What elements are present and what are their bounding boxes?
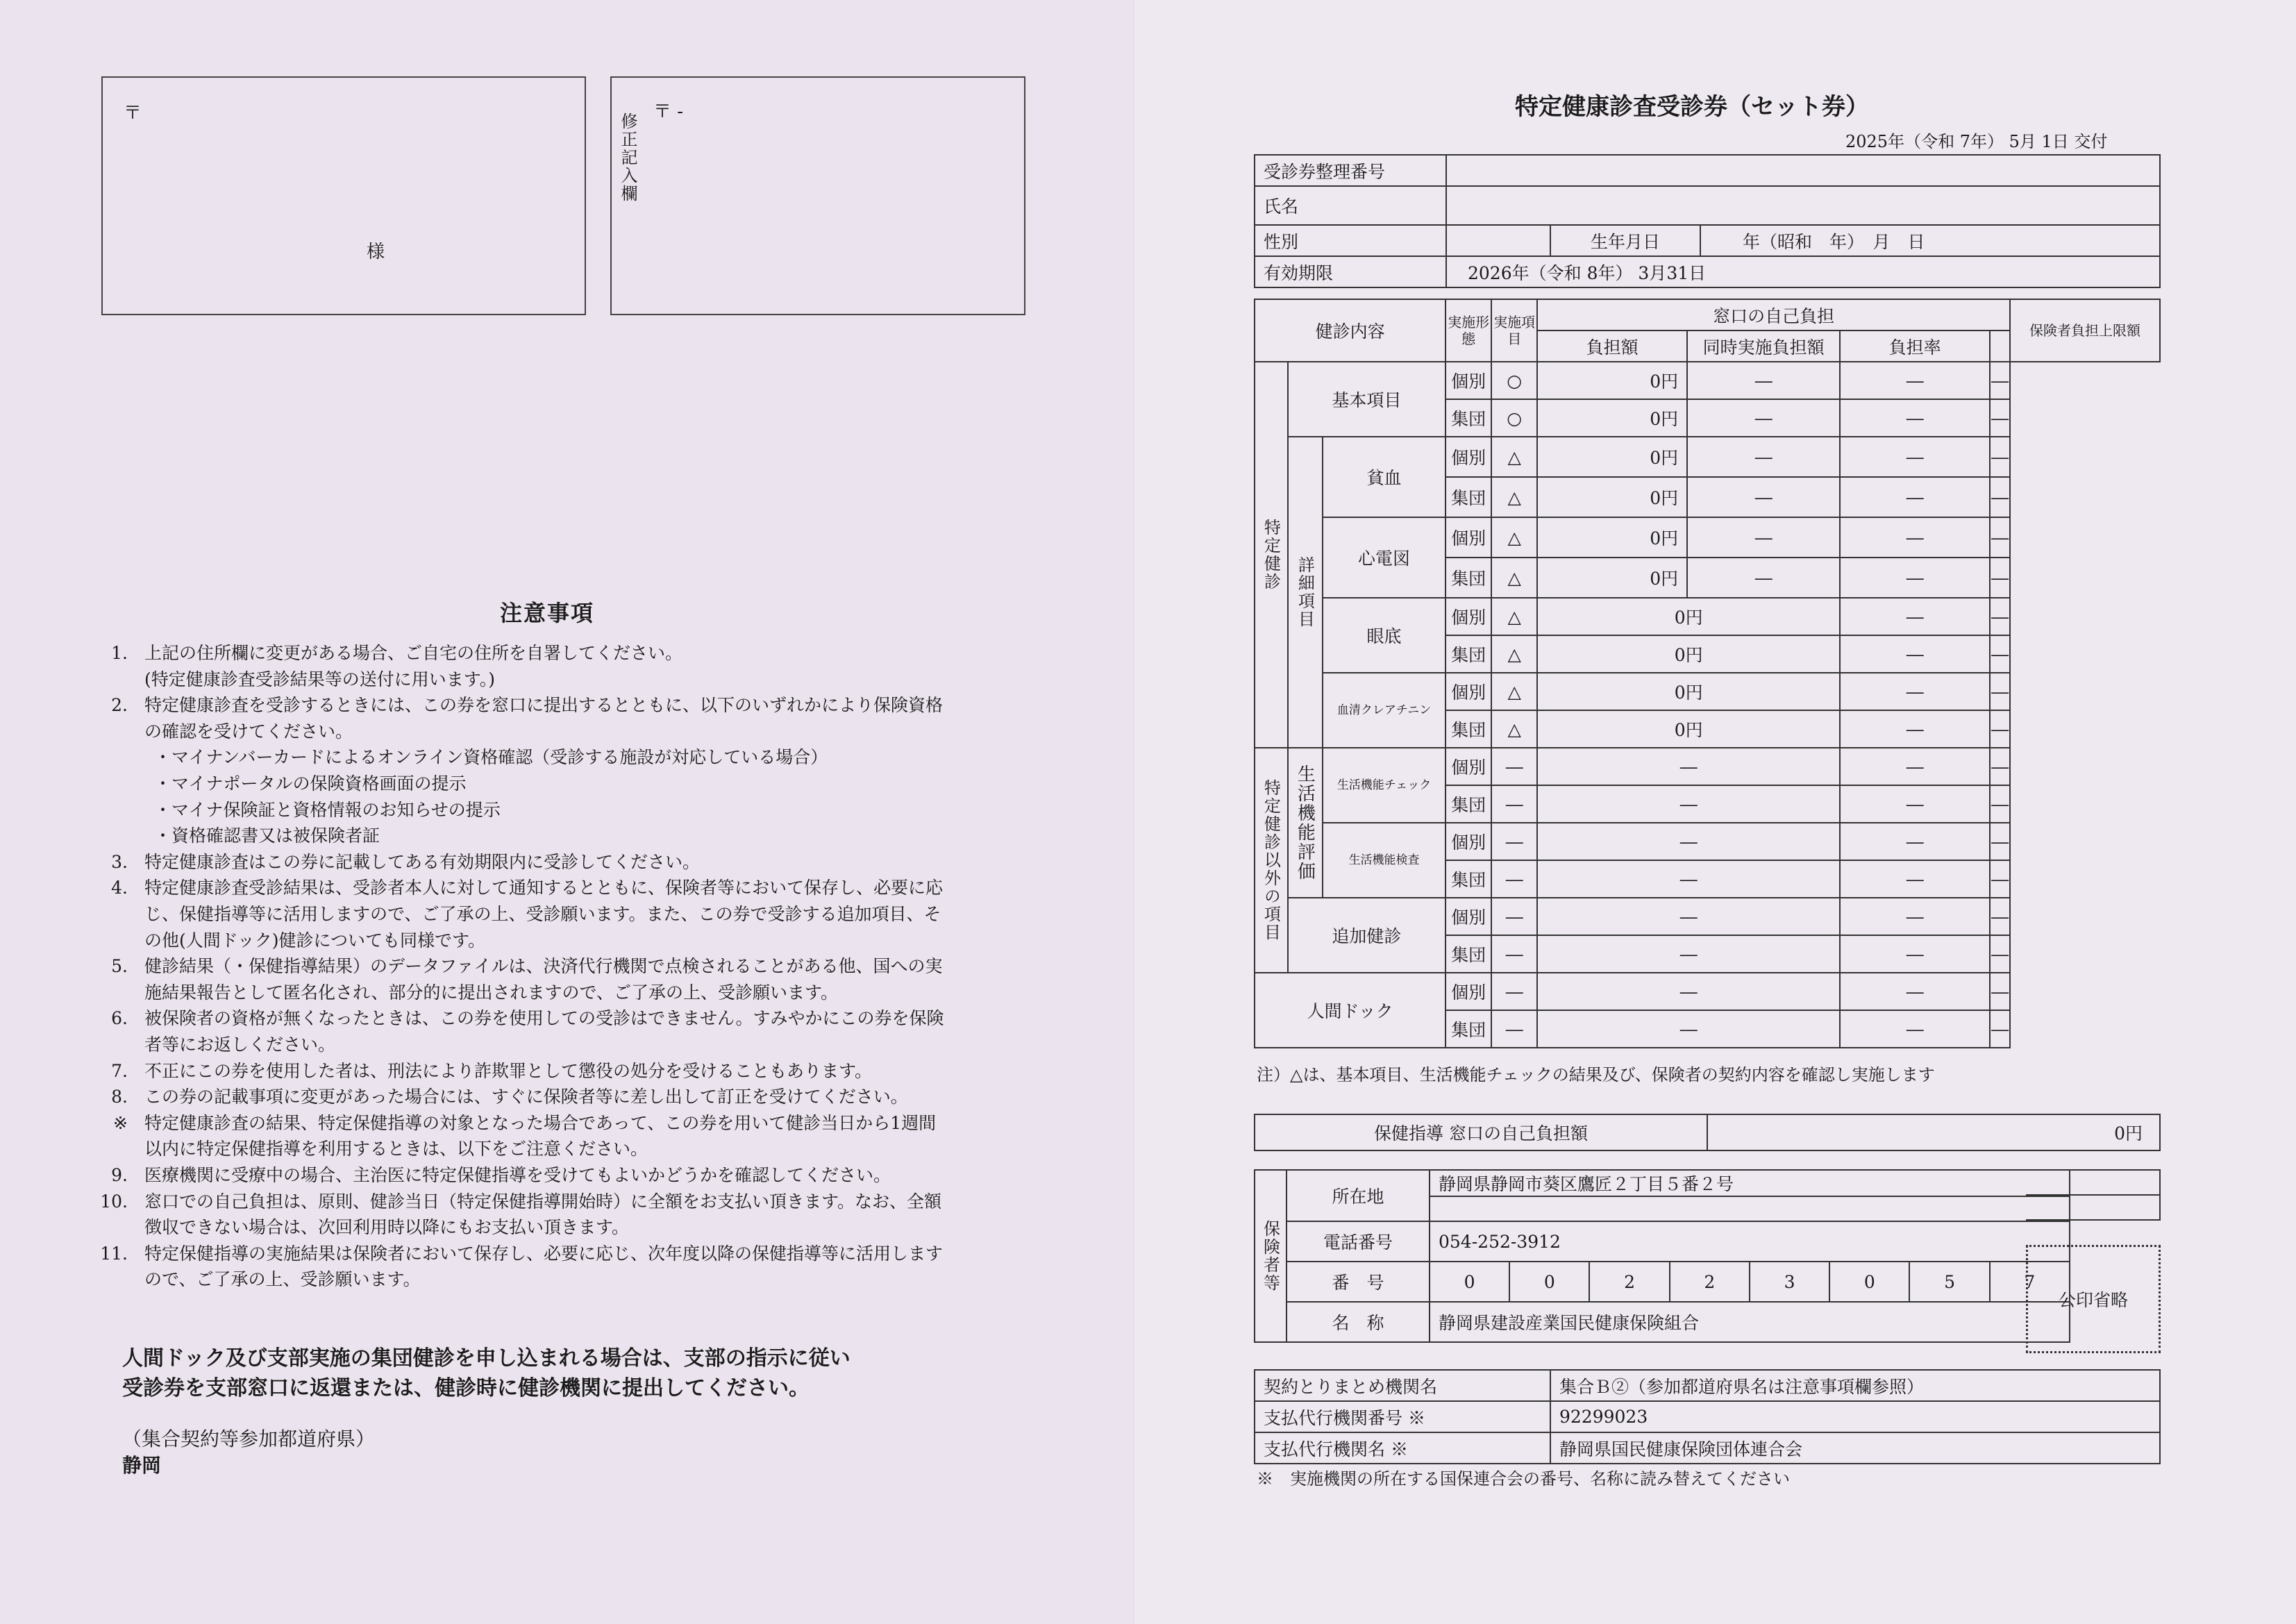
creatinine-label: 血清クレアチニン [1323, 673, 1446, 748]
note-line: 不正にこの券を使用した者は、刑法により詐欺罪として懲役の処分を受けることもあります。 [144, 1060, 873, 1081]
note-number: 3. [111, 851, 128, 872]
form-cell: 個別 [1446, 437, 1491, 477]
form-cell: 個別 [1446, 973, 1491, 1010]
insurer-limit-cell: ― [1990, 558, 2010, 598]
rate-cell: ― [1840, 362, 1990, 399]
contract-table [1254, 1369, 2161, 1464]
item-cell: ― [1491, 935, 1537, 973]
note-line: 医療機関に受療中の場合、主治医に特定保健指導を受けてもよいかどうかを確認してください。 [144, 1165, 891, 1185]
amount-cell: 0円 [1537, 477, 1687, 517]
seal-box: 公印省略 [2026, 1245, 2161, 1353]
sex-value[interactable] [1446, 225, 1550, 256]
note-line: 以内に特定保健指導を利用するときは、以下をご注意ください。 [144, 1139, 648, 1160]
amount-cell: 0円 [1537, 517, 1687, 558]
rate-cell: ― [1840, 860, 1990, 898]
note-line: 特定健康診査の結果、特定保健指導の対象となった場合であって、この券を用いて健診当日から1週間 [144, 1112, 937, 1133]
item-cell: △ [1491, 673, 1537, 710]
ecg-label: 心電図 [1323, 517, 1446, 598]
rate-cell: ― [1840, 399, 1990, 437]
footnote: 注）△は、基本項目、生活機能チェックの結果及び、保険者の契約内容を確認し実施します [1257, 1065, 1935, 1085]
rate-cell: ― [1840, 598, 1990, 635]
insurer-limit-cell: ― [1990, 517, 2010, 558]
amount-merged-cell: ― [1537, 748, 1840, 785]
insurer-number-label: 番 号 [1287, 1262, 1430, 1302]
basic-label: 基本項目 [1288, 362, 1446, 437]
anemia-label: 貧血 [1323, 437, 1446, 517]
note-number: ※ [113, 1112, 128, 1133]
rate-cell: ― [1840, 785, 1990, 823]
simultaneous-cell: ― [1687, 437, 1840, 477]
amount-merged-cell: ― [1537, 898, 1840, 935]
address-label: 所在地 [1287, 1170, 1430, 1221]
insurer-limit-cell: ― [1990, 437, 2010, 477]
amount-merged-cell: ― [1537, 823, 1840, 860]
header-content: 健診内容 [1255, 299, 1446, 362]
item-cell: ○ [1491, 362, 1537, 399]
contract-note: ※ 実施機関の所在する国保連合会の番号、名称に読み替えてください [1257, 1469, 1790, 1489]
form-cell: 集団 [1446, 860, 1491, 898]
phone-label: 電話番号 [1287, 1221, 1430, 1262]
phone-value: 054-252-3912 [1430, 1221, 2070, 1262]
notes-title: 注意事項 [500, 600, 595, 626]
amount-merged-cell: 0円 [1537, 673, 1840, 710]
amount-merged-cell: 0円 [1537, 710, 1840, 748]
note-line: (特定健康診査受診結果等の送付に用います。) [144, 669, 496, 689]
note-line: 窓口での自己負担は、原則、健診当日（特定保健指導開始時）に全額をお支払い頂きます。なお、全額 [144, 1191, 942, 1212]
rate-cell: ― [1840, 898, 1990, 935]
guidance-value: 0円 [1707, 1114, 2160, 1150]
note-number: 4. [111, 878, 128, 898]
insurer-limit-cell: ― [1990, 477, 2010, 517]
item-cell: ― [1491, 785, 1537, 823]
amount-merged-cell: ― [1537, 935, 1840, 973]
address-correction-box[interactable] [610, 76, 1025, 315]
prefecture: 静岡 [122, 1454, 162, 1477]
form-cell: 個別 [1446, 517, 1491, 558]
form-cell: 個別 [1446, 898, 1491, 935]
address-row-extension-2 [2026, 1196, 2161, 1221]
note-number: 9. [111, 1165, 128, 1185]
item-cell: △ [1491, 477, 1537, 517]
note-line: ・資格確認書又は被保険者証 [154, 826, 380, 846]
insurer-number-digit: 3 [1750, 1262, 1829, 1302]
form-cell: 集団 [1446, 935, 1491, 973]
item-cell: △ [1491, 710, 1537, 748]
ticket-info-table [1254, 154, 2161, 288]
header-simultaneous: 同時実施負担額 [1687, 330, 1840, 362]
agent-name-label: 支払代行機関名 ※ [1255, 1432, 1550, 1464]
insurer-limit-cell: ― [1990, 860, 2010, 898]
name-value[interactable] [1446, 186, 2160, 225]
insurer-name-label: 名 称 [1287, 1302, 1430, 1342]
note-line: 特定健康診査を受診するときには、この券を窓口に提出するとともに、以下のいずれかにより保険資格 [144, 695, 944, 716]
detail-label: 詳細項目 [1288, 437, 1323, 748]
item-cell: ― [1491, 860, 1537, 898]
note-line: の確認を受けてください。 [144, 721, 353, 742]
note-number: 6. [111, 1008, 128, 1029]
form-cell: 個別 [1446, 748, 1491, 785]
simultaneous-cell: ― [1687, 399, 1840, 437]
amount-merged-cell: 0円 [1537, 635, 1840, 673]
insurer-side-label: 保険者等 [1255, 1170, 1287, 1342]
form-cell: 集団 [1446, 399, 1491, 437]
form-cell: 集団 [1446, 477, 1491, 517]
insurer-limit-cell: ― [1990, 635, 2010, 673]
insurer-limit-cell: ― [1990, 973, 2010, 1010]
insurer-limit-cell: ― [1990, 673, 2010, 710]
fundus-label: 眼底 [1323, 598, 1446, 673]
guidance-label: 保健指導 窓口の自己負担額 [1255, 1114, 1707, 1150]
rate-cell: ― [1840, 748, 1990, 785]
amount-merged-cell: ― [1537, 973, 1840, 1010]
insurer-limit-cell: ― [1990, 710, 2010, 748]
amount-merged-cell: ― [1537, 1010, 1840, 1048]
note-number: 5. [111, 956, 128, 977]
other-label: 特定健診以外の項目 [1255, 748, 1288, 973]
dock-label: 人間ドック [1255, 973, 1446, 1048]
rate-cell: ― [1840, 935, 1990, 973]
insurer-limit-cell: ― [1990, 935, 2010, 973]
amount-cell: 0円 [1537, 558, 1687, 598]
instruction-line-2: 受診券を支部窓口に返還または、健診時に健診機関に提出してください。 [122, 1376, 810, 1400]
honorific: 様 [367, 242, 385, 262]
agent-no-label: 支払代行機関番号 ※ [1255, 1401, 1550, 1432]
note-number: 2. [111, 695, 128, 716]
insurer-number-digit: 0 [1829, 1262, 1909, 1302]
insurer-number-digit: 7 [1990, 1262, 2070, 1302]
form-cell: 集団 [1446, 558, 1491, 598]
form-cell: 個別 [1446, 673, 1491, 710]
insurer-number-digit: 5 [1909, 1262, 1989, 1302]
left-page [0, 0, 1136, 1624]
item-cell: ○ [1491, 399, 1537, 437]
item-cell: ― [1491, 898, 1537, 935]
insurer-name-value: 静岡県建設産業国民健康保険組合 [1430, 1302, 2070, 1342]
note-line: 特定健康診査受診結果は、受診者本人に対して通知するとともに、保険者等において保存し、必要に応 [144, 878, 944, 898]
name-label: 氏名 [1255, 186, 1446, 225]
item-cell: ― [1491, 1010, 1537, 1048]
number-value[interactable] [1446, 155, 2160, 186]
form-cell: 個別 [1446, 823, 1491, 860]
note-line: この券の記載事項に変更があった場合には、すぐに保険者等に差し出して訂正を受けてください。 [144, 1087, 908, 1107]
header-rate: 負担率 [1840, 330, 1990, 362]
form-cell: 個別 [1446, 362, 1491, 399]
header-insurer: 保険者負担上限額 [2010, 299, 2160, 362]
amount-cell: 0円 [1537, 399, 1687, 437]
correction-postal: 〒 - [653, 101, 684, 122]
note-line: 特定保健指導の実施結果は保険者において保存し、必要に応じ、次年度以降の保健指導等に活用します [144, 1243, 944, 1264]
insurer-number-digit: 0 [1509, 1262, 1589, 1302]
simultaneous-cell: ― [1687, 477, 1840, 517]
item-cell: ― [1491, 823, 1537, 860]
postal-mark: 〒 [124, 103, 142, 124]
form-cell: 集団 [1446, 710, 1491, 748]
address-value: 静岡県静岡市葵区鷹匠２丁目５番２号 [1430, 1170, 2070, 1196]
note-line: ・マイナ保険証と資格情報のお知らせの提示 [154, 799, 501, 820]
insurer-limit-cell: ― [1990, 748, 2010, 785]
insurer-number-digit: 0 [1430, 1262, 1509, 1302]
simultaneous-cell: ― [1687, 558, 1840, 598]
header-amount: 負担額 [1537, 330, 1687, 362]
note-line: 健診結果（・保健指導結果）のデータファイルは、決済代行機関で点検されることがある他、国への実 [144, 956, 943, 977]
rate-cell: ― [1840, 635, 1990, 673]
note-line: 被保険者の資格が無くなったときは、この券を使用しての受診はできません。すみやかにこの券を保険 [144, 1008, 944, 1029]
note-number: 10. [100, 1191, 128, 1212]
insurer-limit-cell: ― [1990, 1010, 2010, 1048]
note-line: の他(人間ドック)健診についても同様です。 [144, 930, 486, 951]
life-exam-label: 生活機能検査 [1323, 823, 1446, 898]
header-window: 窓口の自己負担 [1537, 299, 2010, 330]
additional-label: 追加健診 [1288, 898, 1446, 973]
form-cell: 集団 [1446, 635, 1491, 673]
simultaneous-cell: ― [1687, 362, 1840, 399]
expiry-value: 2026年（令和 8年） 3月31日 [1446, 256, 2160, 287]
note-line: ・マイナポータルの保険資格画面の提示 [154, 773, 467, 794]
amount-cell: 0円 [1537, 437, 1687, 477]
org-label: 契約とりまとめ機関名 [1255, 1370, 1550, 1401]
insurer-limit-cell: ― [1990, 399, 2010, 437]
note-line: 上記の住所欄に変更がある場合、ご自宅の住所を自署してください。 [144, 643, 683, 663]
amount-merged-cell: ― [1537, 860, 1840, 898]
note-number: 1. [111, 643, 128, 663]
note-number: 7. [111, 1060, 128, 1081]
insurer-table [1254, 1169, 2070, 1343]
item-cell: ― [1491, 973, 1537, 1010]
header-form: 実施形態 [1446, 299, 1491, 362]
issue-date: 2025年（令和 7年） 5月 1日 交付 [1845, 132, 2108, 151]
note-line: 徴収できない場合は、次回利用時以降にもお支払い頂きます。 [144, 1217, 630, 1238]
address-row-extension [2026, 1169, 2161, 1196]
item-cell: △ [1491, 558, 1537, 598]
rate-cell: ― [1840, 477, 1990, 517]
tokutei-label: 特定健診 [1255, 362, 1288, 748]
prefecture-label: （集合契約等参加都道府県） [122, 1428, 376, 1450]
dob-label: 生年月日 [1550, 225, 1700, 256]
address-box[interactable] [101, 76, 586, 315]
note-number: 11. [100, 1243, 128, 1264]
org-value: 集合Ｂ②（参加都道府県名は注意事項欄参照） [1550, 1370, 2160, 1401]
rate-cell: ― [1840, 823, 1990, 860]
item-cell: ― [1491, 748, 1537, 785]
form-cell: 集団 [1446, 785, 1491, 823]
item-cell: △ [1491, 517, 1537, 558]
item-cell: △ [1491, 598, 1537, 635]
form-cell: 集団 [1446, 1010, 1491, 1048]
insurer-limit-cell: ― [1990, 785, 2010, 823]
note-line: 者等にお返しください。 [144, 1035, 336, 1055]
note-line: 特定健康診査はこの券に記載してある有効期限内に受診してください。 [144, 851, 701, 872]
item-cell: △ [1491, 437, 1537, 477]
note-line: ・マイナンバーカードによるオンライン資格確認（受診する施設が対応している場合） [154, 747, 828, 768]
rate-cell: ― [1840, 673, 1990, 710]
agent-name-value: 静岡県国民健康保険団体連合会 [1550, 1432, 2160, 1464]
right-page [1136, 0, 2296, 1624]
note-line: 施結果報告として匿名化され、部分的に提出されますので、ご了承の上、受診願います。 [144, 982, 839, 1003]
note-line: ので、ご了承の上、受診願います。 [144, 1269, 421, 1290]
rate-cell: ― [1840, 558, 1990, 598]
simultaneous-cell: ― [1687, 517, 1840, 558]
rate-cell: ― [1840, 517, 1990, 558]
insurer-limit-cell: ― [1990, 898, 2010, 935]
form-cell: 個別 [1446, 598, 1491, 635]
rate-cell: ― [1840, 437, 1990, 477]
instruction-line-1: 人間ドック及び支部実施の集団健診を申し込まれる場合は、支部の指示に従い [122, 1346, 850, 1371]
note-number: 8. [111, 1087, 128, 1107]
agent-no-value: 92299023 [1550, 1401, 2160, 1432]
rate-cell: ― [1840, 1010, 1990, 1048]
insurer-number-digit: 2 [1670, 1262, 1750, 1302]
dob-value: 年（昭和 年） 月 日 [1700, 225, 2160, 256]
header-item: 実施項目 [1491, 299, 1537, 362]
insurer-limit-cell: ― [1990, 823, 2010, 860]
insurer-number-digit: 2 [1589, 1262, 1669, 1302]
life-label: 生活機能評価 [1288, 748, 1323, 898]
number-label: 受診券整理番号 [1255, 155, 1446, 186]
address-value-2 [1430, 1196, 2070, 1221]
note-line: じ、保健指導等に活用しますので、ご了承の上、受診願います。また、この券で受診する追加項目、そ [144, 904, 941, 924]
sex-label: 性別 [1255, 225, 1446, 256]
amount-merged-cell: ― [1537, 785, 1840, 823]
correction-label: 修正記入欄 [618, 112, 637, 203]
amount-merged-cell: 0円 [1537, 598, 1840, 635]
item-cell: △ [1491, 635, 1537, 673]
exam-table [1254, 299, 2161, 1048]
expiry-label: 有効期限 [1255, 256, 1446, 287]
ticket-title: 特定健康診査受診券（セット券） [1515, 93, 1869, 121]
insurer-limit-cell: ― [1990, 598, 2010, 635]
insurer-limit-cell: ― [1990, 362, 2010, 399]
amount-cell: 0円 [1537, 362, 1687, 399]
life-check-label: 生活機能チェック [1323, 748, 1446, 823]
rate-cell: ― [1840, 710, 1990, 748]
guidance-table [1254, 1114, 2161, 1151]
rate-cell: ― [1840, 973, 1990, 1010]
